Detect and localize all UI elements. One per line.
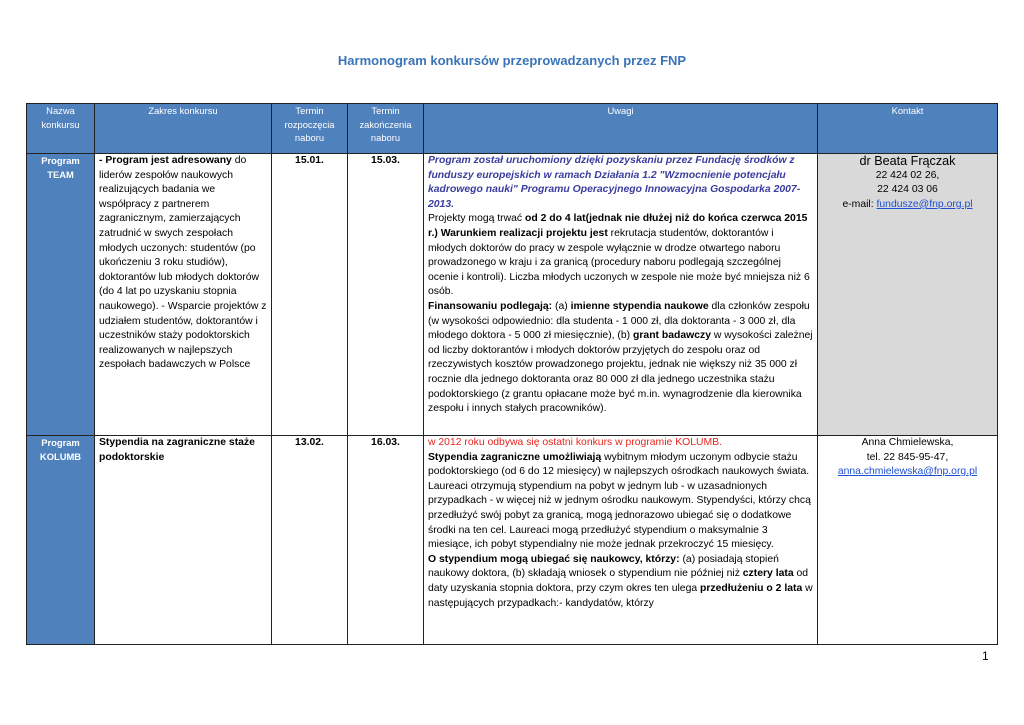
notes-text: w wysokości zależnej od liczby doktorantów i młodych doktorów przyjętych do zespołu oraz od rzeczywistych kosztów prowadzonego projektu, jednak nie większy niż 35 000 zł rocznie dla jednego doktoranta oraz 80 000 zł dla jednego uczestnika stażu podoktorskiego (z grantu opłacane może być m.in. wynagrodzenie dla kierownika zespołu i innych stałych pracowników). xyxy=(428,330,813,415)
notes-bold: imienne stypendia naukowe xyxy=(570,300,709,312)
header-notes: Uwagi xyxy=(424,104,818,154)
header-scope: Zakres konkursu xyxy=(95,104,272,154)
notes-text: dla członków zespołu (w wysokości odpowiednio: dla studenta - 1 000 zł, dla doktoranta - 3 000 zł, dla młodego doktora - 5 000 zł miesięcznie), (b) xyxy=(428,300,810,342)
notes-intro: Program został uruchomiony dzięki pozyskaniu przez Fundację środków z funduszy europejskich w ramach Działania 1.2 "Wzmocnienie potencjału kadrowego nauki" Programu Operacyjnego Innowacyjna Gospodarka 2007-2013. xyxy=(428,155,801,210)
program-name: Program TEAM xyxy=(27,154,95,436)
email-link[interactable]: anna.chmielewska@fnp.org.pl xyxy=(837,466,978,478)
notes-warning: w 2012 roku odbywa się ostatni konkurs w programie KOLUMB. xyxy=(428,437,722,448)
header-start: Termin rozpoczęcia naboru xyxy=(272,104,348,154)
notes-cell xyxy=(424,154,818,436)
email-label: e-mail: xyxy=(842,198,877,210)
notes-paragraph xyxy=(428,451,813,480)
scope-text: do liderów zespołów naukowych realizujących badania we współpracy z partnerem zagranicznym, zamierzających zatrudnić w swych zespołach młodych uczonych: studentów (po ukończeniu 3 roku studiów), doktorantów lub młodych doktorów (do 4 lat po uzyskaniu stopnia naukowego). - Wsparcie projektów z udziałem studentów, doktorantów i uczestników staży podoktorskich realizowanych w najlepszych zespołach badawczych w Polsce xyxy=(99,155,267,371)
notes-bold: cztery lata xyxy=(742,568,794,580)
contact-cell xyxy=(818,436,998,645)
notes-paragraph xyxy=(428,553,813,611)
scope-bold: - Program jest adresowany xyxy=(99,155,232,166)
header-contact: Kontakt xyxy=(818,104,998,154)
notes-bold: przedłużeniu o 2 lata xyxy=(700,582,803,594)
notes-bold: Stypendia zagraniczne umożliwiają xyxy=(428,451,602,463)
end-date: 16.03. xyxy=(348,436,424,645)
notes-text: wybitnym młodym uczonym odbycie stażu podoktorskiego (od 6 do 12 miesięcy) w najlepszych ośrodkach naukowych świata. xyxy=(428,451,810,478)
notes-paragraph: Laureaci otrzymują stypendium na pobyt w jednym lub - w uzasadnionych przypadkach - w więcej niż w jednym ośrodku naukowym. Stypendyści, którzy chcą przedłużyć swój pobyt za granicą, mogą jednorazowo ubiegać się o dodatkowe środki na ten cel. Laureaci mogą przedłużyć stypendium o maksymalnie 3 miesiące, ich pobyt stypendialny nie może jednak przekroczyć 15 miesięcy. xyxy=(428,480,811,551)
contact-phone: tel. 22 845-95-47, xyxy=(866,451,949,463)
program-name: Program KOLUMB xyxy=(27,436,95,645)
contact-phone: 22 424 02 26, xyxy=(875,169,940,181)
scope-bold: Stypendia na zagraniczne staże podoktorskie xyxy=(99,437,255,463)
table-header-row xyxy=(27,104,998,154)
notes-text: rekrutacja studentów, doktorantów i młodych doktorów do pracy w zespole wyłącznie w drodze otwartego naboru prowadzonego w kraju i za granicą (procedury naboru podlegają szczególnej ocenie i kontroli). Liczba młodych uczonych w zespole nie może być mniejsza niż 6 osób. xyxy=(428,227,810,298)
email-link[interactable]: fundusze@fnp.org.pl xyxy=(876,198,973,210)
notes-cell xyxy=(424,436,818,645)
notes-paragraph xyxy=(428,212,813,300)
scope-cell xyxy=(95,154,272,436)
notes-text: (a) xyxy=(552,300,571,312)
end-date: 15.03. xyxy=(348,154,424,436)
notes-text: w następujących przypadkach:- kandydatów, którzy xyxy=(428,582,813,609)
schedule-table xyxy=(26,103,998,645)
table-row xyxy=(27,436,998,645)
header-end: Termin zakończenia naboru xyxy=(348,104,424,154)
header-name: Nazwa konkursu xyxy=(27,104,95,154)
contact-phone: 22 424 03 06 xyxy=(877,184,938,196)
contact-name: Anna Chmielewska, xyxy=(861,437,954,448)
contact-email-line xyxy=(822,198,993,213)
notes-bold: Finansowaniu podlegają: xyxy=(428,300,553,312)
notes-text: (a) posiadają stopień naukowy doktora, (b) składają wniosek o stypendium nie później niż xyxy=(428,553,779,580)
notes-paragraph xyxy=(428,300,813,417)
page-number: 1 xyxy=(982,649,989,663)
notes-bold: O stypendium mogą ubiegać się naukowcy, którzy: xyxy=(428,553,680,565)
table-row xyxy=(27,154,998,436)
notes-text: od daty uzyskania stopnia doktora, przy czym okres ten ulega xyxy=(428,568,809,594)
contact-email-line xyxy=(822,465,993,480)
page-title: Harmonogram konkursów przeprowadzanych przez FNP xyxy=(337,53,687,68)
start-date: 13.02. xyxy=(272,436,348,645)
notes-text: Projekty mogą trwać xyxy=(428,213,526,225)
notes-bold: grant badawczy xyxy=(633,330,711,342)
notes-bold: od 2 do 4 lat(jednak nie dłużej niż do końca czerwca 2015 r.) Warunkiem realizacji projektu jest xyxy=(428,213,808,239)
contact-name: dr Beata Frączak xyxy=(859,154,956,168)
contact-cell xyxy=(818,154,998,436)
start-date: 15.01. xyxy=(272,154,348,436)
scope-cell xyxy=(95,436,272,645)
